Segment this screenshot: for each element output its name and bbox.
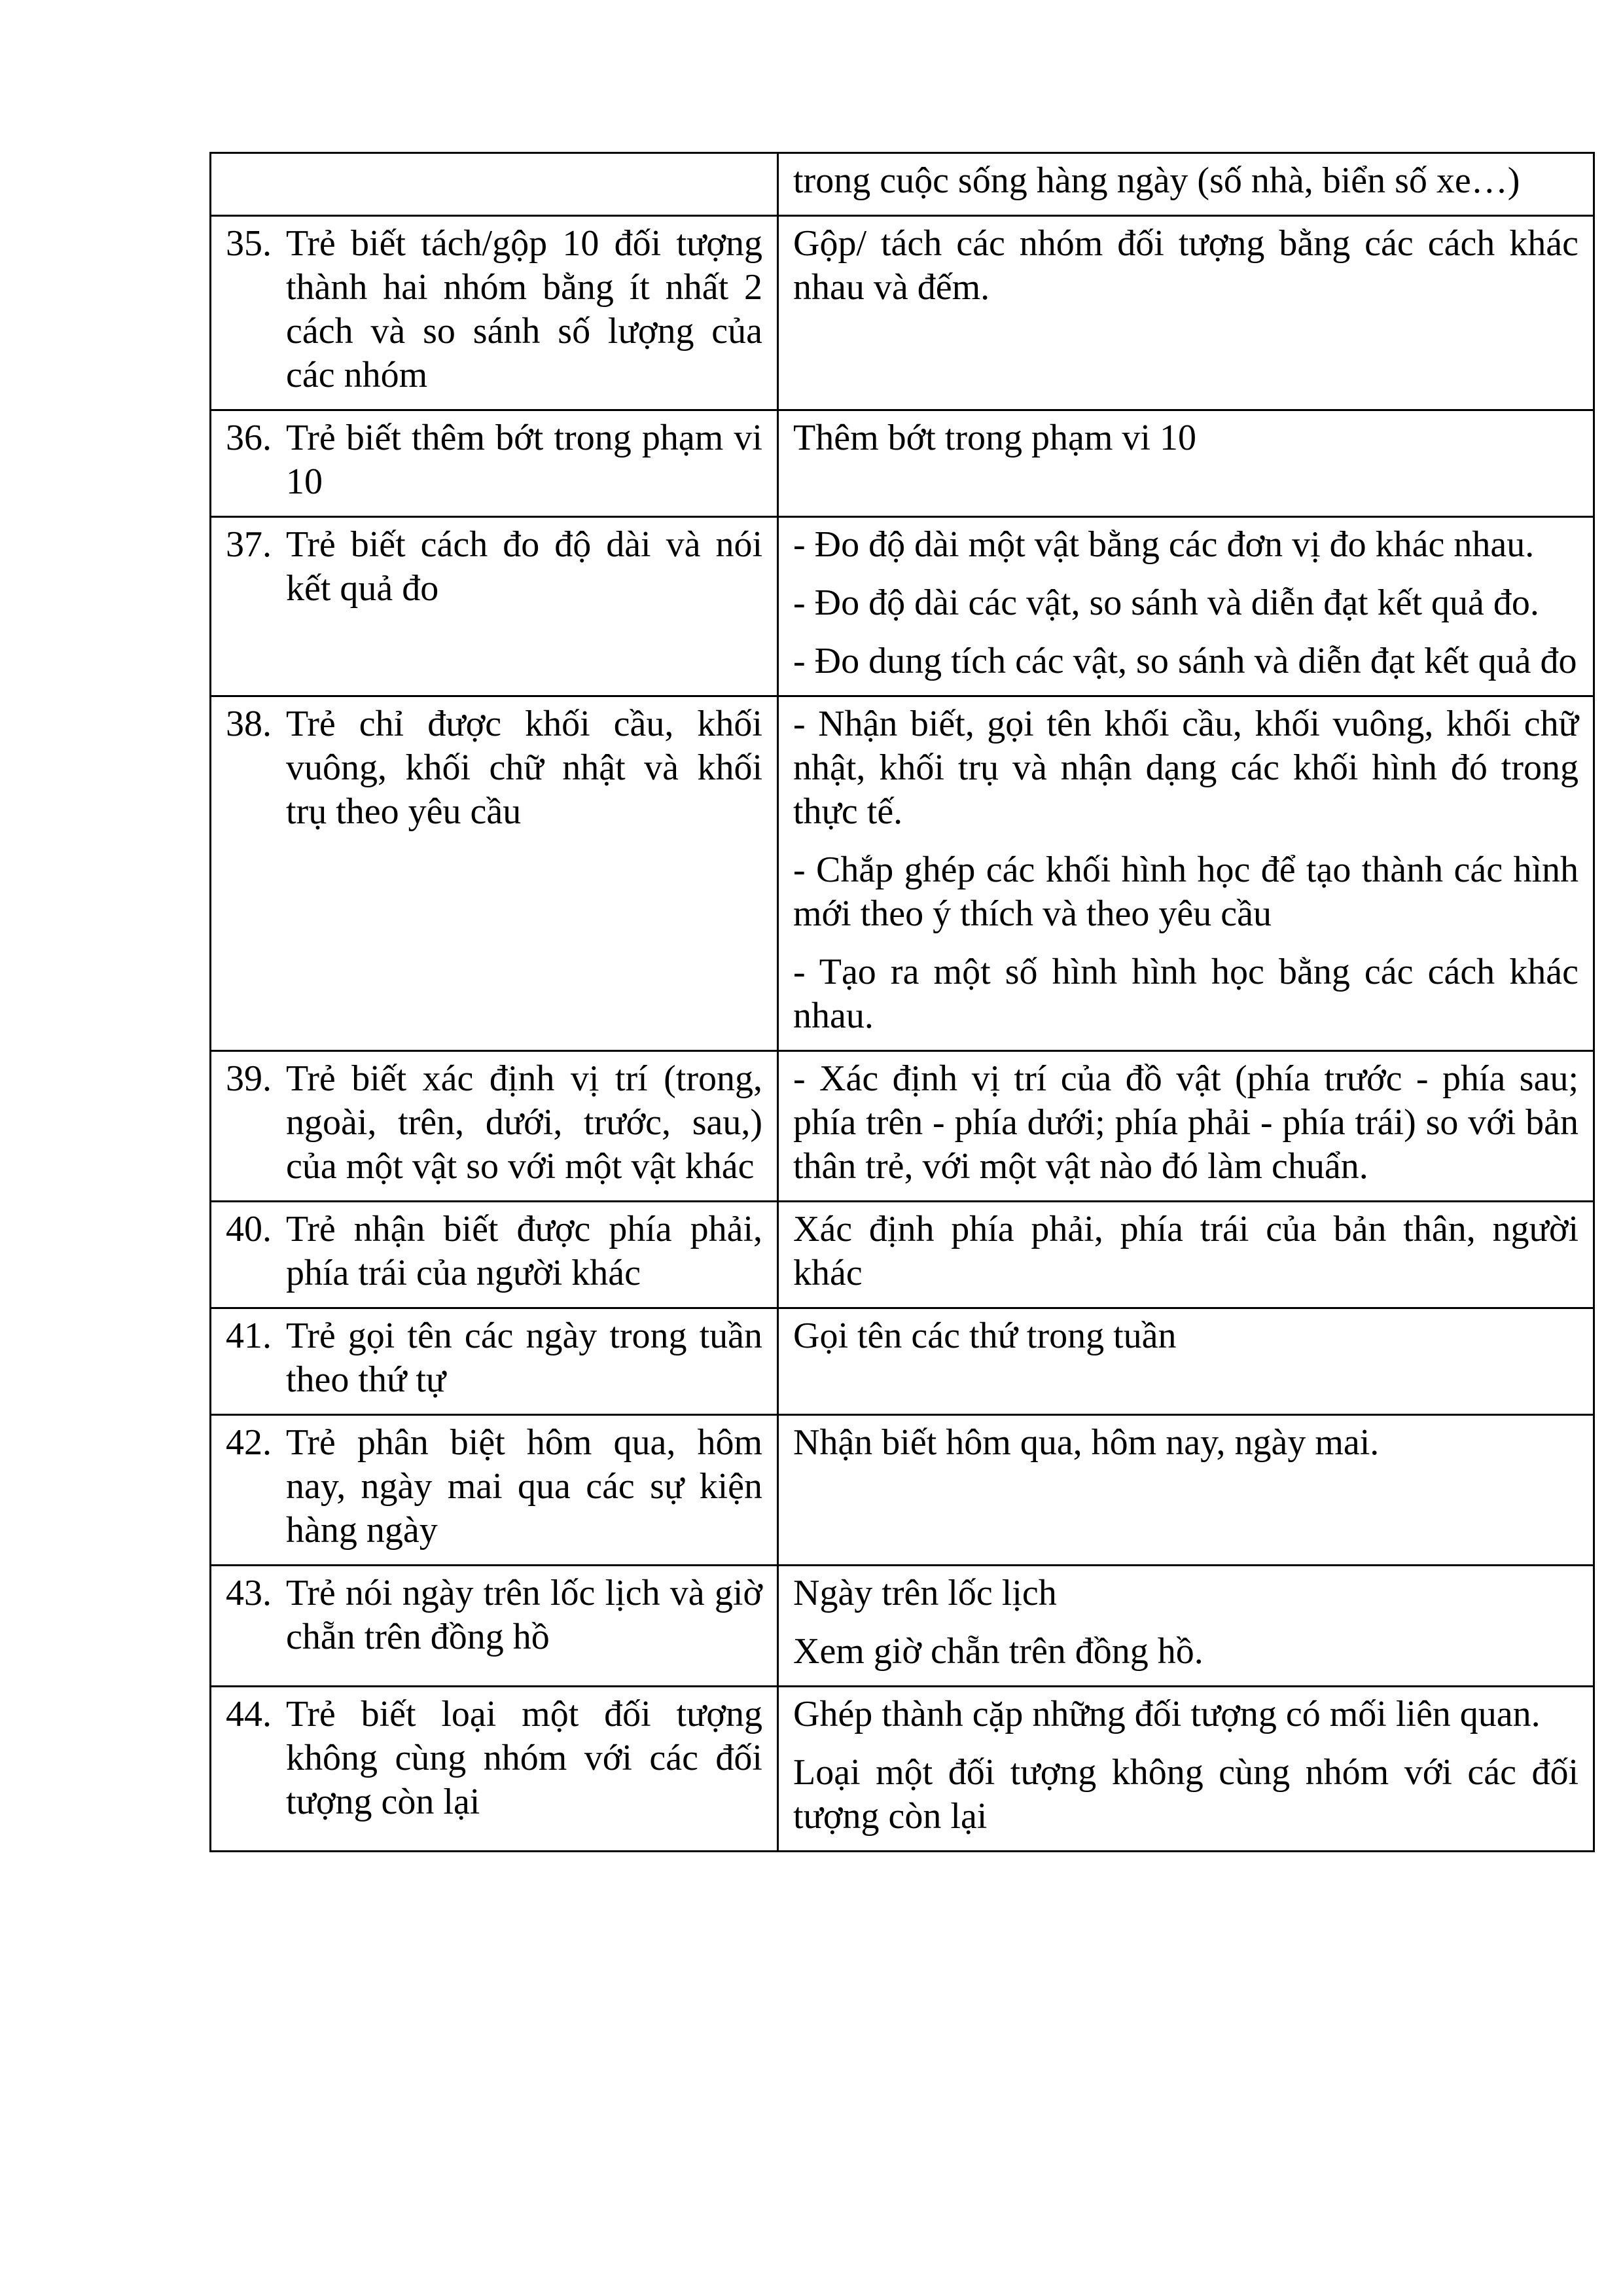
goal-item [226, 1057, 762, 1189]
content-line: - Chắp ghép các khối hình học để tạo thành các hình mới theo ý thích và theo yêu cầu [793, 850, 1578, 934]
content-line: Loại một đối tượng không cùng nhóm với các đối tượng còn lại [793, 1752, 1578, 1837]
content-line: Ngày trên lốc lịch [793, 1573, 1057, 1613]
goal-item [226, 416, 762, 504]
content-line: - Nhận biết, gọi tên khối cầu, khối vuông, khối chữ nhật, khối trụ và nhận dạng các khối hình đó trong thực tế. [793, 704, 1578, 832]
goal-cell [211, 1566, 778, 1687]
table-row [211, 153, 1594, 216]
goal-number: 42. [226, 1422, 272, 1463]
table-row [211, 1687, 1594, 1852]
goal-cell [211, 1687, 778, 1852]
table-row [211, 1051, 1594, 1202]
goal-text: Trẻ biết loại một đối tượng không cùng nhóm với các đối tượng còn lại [286, 1694, 762, 1822]
goal-item [226, 1314, 762, 1402]
table-row [211, 696, 1594, 1051]
table-row [211, 1415, 1594, 1566]
goal-text: Trẻ biết xác định vị trí (trong, ngoài, trên, dưới, trước, sau,) của một vật so với một vật khác [286, 1058, 762, 1187]
content-cell [778, 1566, 1594, 1687]
goal-number: 41. [226, 1316, 272, 1356]
table-row [211, 410, 1594, 517]
content-cell [778, 153, 1594, 216]
goal-number: 38. [226, 704, 272, 744]
content-cell [778, 216, 1594, 410]
goal-number: 35. [226, 223, 272, 264]
goal-text: Trẻ biết cách đo độ dài và nói kết quả đo [286, 524, 762, 609]
table-row [211, 1202, 1594, 1308]
content-cell [778, 410, 1594, 517]
content-cell [778, 696, 1594, 1051]
content-cell [778, 517, 1594, 696]
table-row [211, 1308, 1594, 1415]
content-line: Gọi tên các thứ trong tuần [793, 1316, 1177, 1356]
goal-cell [211, 1051, 778, 1202]
content-line: Xem giờ chẵn trên đồng hồ. [793, 1631, 1204, 1672]
table-body [211, 153, 1594, 1852]
content-cell [778, 1308, 1594, 1415]
goal-number: 44. [226, 1694, 272, 1734]
content-line: Thêm bớt trong phạm vi 10 [793, 418, 1196, 458]
goals-content-table [209, 152, 1595, 1852]
goal-item [226, 523, 762, 611]
content-line: - Xác định vị trí của đồ vật (phía trước - phía sau; phía trên - phía dưới; phía phải - phía trái) so với bản thân trẻ, với một vật nào đó làm chuẩn. [793, 1058, 1578, 1187]
goal-text: Trẻ phân biệt hôm qua, hôm nay, ngày mai qua các sự kiện hàng ngày [286, 1422, 762, 1551]
goal-cell [211, 153, 778, 216]
content-line: - Đo dung tích các vật, so sánh và diễn đạt kết quả đo [793, 641, 1577, 681]
goal-text: Trẻ nói ngày trên lốc lịch và giờ chẵn trên đồng hồ [286, 1573, 762, 1657]
table-row [211, 216, 1594, 410]
content-cell [778, 1202, 1594, 1308]
goal-cell [211, 216, 778, 410]
goal-cell [211, 696, 778, 1051]
content-line: Nhận biết hôm qua, hôm nay, ngày mai. [793, 1422, 1380, 1463]
table-row [211, 1566, 1594, 1687]
goal-item [226, 702, 762, 834]
content-line: - Đo độ dài một vật bằng các đơn vị đo khác nhau. [793, 524, 1535, 565]
goal-cell [211, 1415, 778, 1566]
goal-number: 43. [226, 1573, 272, 1613]
content-line: - Tạo ra một số hình hình học bằng các cách khác nhau. [793, 952, 1578, 1036]
content-line: - Đo độ dài các vật, so sánh và diễn đạt kết quả đo. [793, 583, 1539, 623]
goal-cell [211, 1202, 778, 1308]
goal-text: Trẻ biết thêm bớt trong phạm vi 10 [286, 418, 762, 502]
goal-cell [211, 517, 778, 696]
content-line: trong cuộc sống hàng ngày (số nhà, biển số xe…) [793, 160, 1520, 201]
goal-item [226, 1208, 762, 1295]
content-cell [778, 1687, 1594, 1852]
goal-item [226, 222, 762, 397]
goal-number: 40. [226, 1209, 272, 1249]
content-line: Xác định phía phải, phía trái của bản thân, người khác [793, 1209, 1578, 1293]
goal-number: 36. [226, 418, 272, 458]
content-cell [778, 1415, 1594, 1566]
goal-item [226, 1421, 762, 1552]
content-line: Ghép thành cặp những đối tượng có mối liên quan. [793, 1694, 1541, 1734]
goal-cell [211, 1308, 778, 1415]
goal-text: Trẻ gọi tên các ngày trong tuần theo thứ tự [286, 1316, 762, 1400]
content-line: Gộp/ tách các nhóm đối tượng bằng các cách khác nhau và đếm. [793, 223, 1578, 308]
goal-cell [211, 410, 778, 517]
goal-text: Trẻ biết tách/gộp 10 đối tượng thành hai nhóm bằng ít nhất 2 cách và so sánh số lượng của các nhóm [286, 223, 762, 395]
goal-item [226, 1571, 762, 1659]
goal-number: 37. [226, 524, 272, 565]
goal-text: Trẻ chỉ được khối cầu, khối vuông, khối chữ nhật và khối trụ theo yêu cầu [286, 704, 762, 832]
content-cell [778, 1051, 1594, 1202]
goal-text: Trẻ nhận biết được phía phải, phía trái của người khác [286, 1209, 762, 1293]
table-row [211, 517, 1594, 696]
goal-item [226, 1693, 762, 1824]
goal-number: 39. [226, 1058, 272, 1099]
